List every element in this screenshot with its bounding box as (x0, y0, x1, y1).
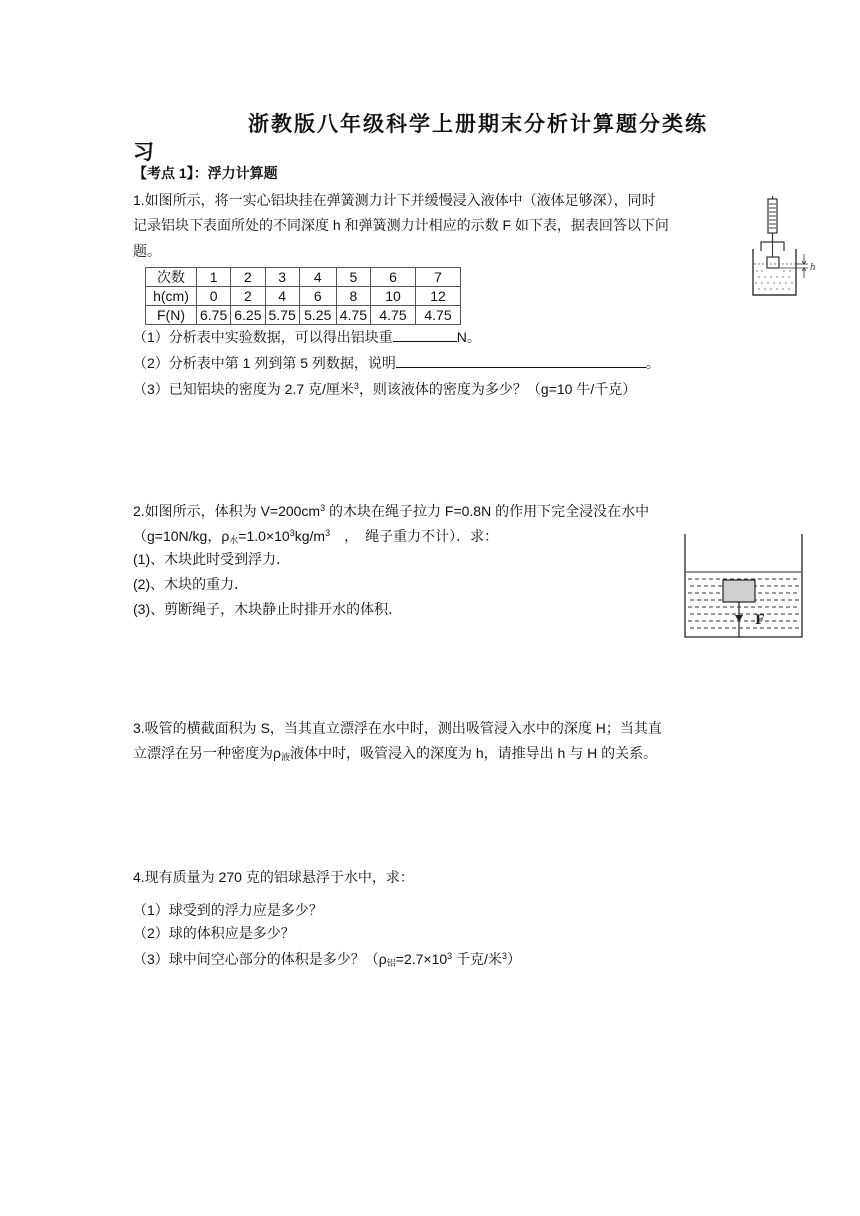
q4-sub3 (133, 946, 521, 973)
q2-line2-d: ， 绳子重力不计）．求： (330, 528, 499, 544)
table-cell: 5 (336, 268, 370, 287)
q1-sub3-rest: ，则该液体的密度为多少？（g=10 牛/千克） (358, 381, 637, 397)
q2-line1-rest: 的木块在绳子拉力 F=0.8N 的作用下完全浸没在水中 (325, 503, 650, 519)
q3-line1: 3.吸管的横截面积为 S，当其直立漂浮在水中时，测出吸管浸入水中的深度 H；当其直 (133, 720, 662, 736)
q1-sub2-end: 。 (645, 355, 660, 371)
q4-sub2: （2）球的体积应是多少？ (133, 925, 295, 941)
q4-sub3-c: 千克/米 (452, 951, 502, 967)
q1-figure-h-label: h (810, 263, 816, 273)
table-cell: 4 (265, 287, 299, 306)
table-cell: 7 (416, 268, 461, 287)
q2-sub1: (1)、木块此时受到浮力． (133, 551, 291, 567)
table-cell: 1 (197, 268, 231, 287)
section-label: 【考点 1】 (133, 165, 194, 181)
q4-sub3-a: （3）球中间空心部分的体积是多少？（ρ (133, 951, 387, 967)
q1-data-table-wrap (145, 267, 461, 325)
q1-line3: 题。 (133, 243, 161, 259)
table-row (146, 287, 461, 306)
q2-line2-sup: 3 (289, 528, 295, 538)
table-cell: 6.25 (231, 306, 265, 325)
table-row (146, 268, 461, 287)
q1-sub2-text: （2）分析表中第 1 列到第 5 列数据，说明 (133, 355, 396, 371)
table-row (146, 306, 461, 325)
q2-line2-a: （g=10N/kg，ρ (133, 528, 230, 544)
q2-line2-sub: 水 (229, 535, 239, 545)
table-cell: 8 (336, 287, 370, 306)
table-cell: 4.75 (336, 306, 370, 325)
q4-sub1: （1）球受到的浮力应是多少？ (133, 902, 323, 918)
q1-sub3-sup: 3 (353, 381, 359, 391)
q2-line2 (133, 523, 498, 550)
table-cell: 4.75 (371, 306, 416, 325)
q2-sub3: (3)、剪断绳子，木块静止时排开水的体积． (133, 601, 403, 617)
q1-spring-scale-figure (746, 196, 826, 298)
table-cell: 4.75 (416, 306, 461, 325)
q1-sub3-text: （3）已知铝块的密度为 2.7 克/厘米 (133, 381, 354, 397)
table-cell: 2 (231, 287, 265, 306)
q4-sub3-d: ） (506, 951, 521, 967)
q2-sub2: (2)、木块的重力． (133, 576, 249, 592)
table-cell: 12 (416, 287, 461, 306)
section-name: ：浮力计算题 (193, 165, 278, 181)
table-cell: 6 (371, 268, 416, 287)
q3-line2-b: 液体中时，吸管浸入的深度为 h，请推导出 h 与 H 的关系。 (289, 745, 658, 761)
q1-sub1 (133, 326, 481, 347)
doc-title-line2: 习 (133, 139, 156, 164)
q1-sub2 (133, 352, 660, 373)
q4-line1: 4.现有质量为 270 克的铝球悬浮于水中，求： (133, 869, 414, 885)
row-label: 次数 (146, 268, 197, 287)
q1-sub1-unit: N。 (456, 329, 481, 345)
row-label: F(N) (146, 306, 197, 325)
q1-answer-blank-2[interactable] (396, 352, 646, 368)
q2-line2-b: =1.0×10 (238, 528, 290, 544)
q2-figure-f-label: F (755, 613, 765, 628)
q4-sub3-sub: 铝 (386, 958, 396, 968)
table-cell: 6.75 (197, 306, 231, 325)
table-cell: 4 (299, 268, 336, 287)
table-cell: 5.25 (299, 306, 336, 325)
section-heading (133, 163, 278, 183)
q4-sub3-sup: 3 (447, 951, 453, 961)
q2-line2-sup2: 3 (325, 528, 331, 538)
table-cell: 3 (265, 268, 299, 287)
table-cell: 5.75 (265, 306, 299, 325)
q4-sub3-sup2: 3 (501, 951, 507, 961)
q1-line2: 记录铝块下表面所处的不同深度 h 和弹簧测力计相应的示数 F 如下表，据表回答以下问 (133, 217, 669, 233)
table-cell: 0 (197, 287, 231, 306)
table-cell: 10 (371, 287, 416, 306)
q4-sub3-b: =2.7×10 (395, 951, 448, 967)
q1-data-table (145, 267, 461, 325)
table-cell: 2 (231, 268, 265, 287)
table-cell: 6 (299, 287, 336, 306)
q1-sub1-text: （1）分析表中实验数据，可以得出铝块重 (133, 329, 393, 345)
q1-answer-blank-1[interactable] (393, 326, 457, 342)
q2-submerged-block-figure (682, 532, 806, 640)
q1-line1: 1.如图所示，将一实心铝块挂在弹簧测力计下并缓慢浸入液体中（液体足够深），同时 (133, 192, 656, 208)
q2-line1-text: 2.如图所示，体积为 V=200cm (133, 503, 321, 519)
q2-line2-c: kg/m (294, 528, 326, 544)
q2-line1 (133, 498, 649, 521)
q3-line2 (133, 743, 657, 767)
q3-line2-a: 立漂浮在另一种密度为ρ (133, 745, 281, 761)
row-label: h(cm) (146, 287, 197, 306)
doc-title-line1: 浙教版八年级科学上册期末分析计算题分类练 (248, 111, 708, 136)
q3-line2-sub: 液 (280, 752, 290, 762)
q1-sub3 (133, 376, 636, 399)
q2-line1-sup: 3 (320, 503, 326, 513)
